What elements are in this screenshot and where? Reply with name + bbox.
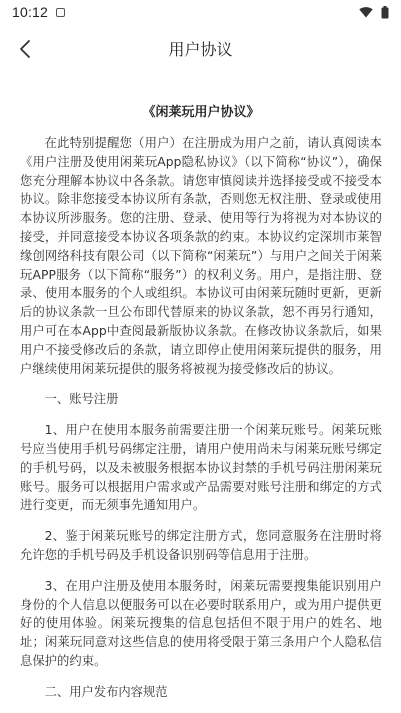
section-heading-content: 二、用户发布内容规范	[44, 684, 168, 699]
document-title: 《闲莱玩用户协议》	[142, 105, 260, 120]
status-icons	[359, 6, 389, 19]
back-button[interactable]	[10, 34, 40, 64]
status-bar	[0, 0, 401, 24]
navigation-bar	[0, 24, 401, 72]
intro-paragraph: 在此特别提醒您（用户）在注册成为用户之前，请认真阅读本《用户注册及使用闲莱玩App隐私协议》（以下简称“协议”），确保您充分理解本协议中各条款。请您审慎阅读并选择接受或不接受本协议。除非您接受本协议所有条款，否则您无权注册、登录或使用本协议所涉服务。您的注册、登录、使用等行为将视为对本协议的接受，并同意接受本协议各项条款的约束。本协议约定深圳市莱智缘创网络科技有限公司（以下简称“闲莱玩”）与用户之间关于闲莱玩APP服务（以下简称“服务”）的权利义务。用户，是指注册、登录、使用本服务的个人或组织。本协议可由闲莱玩随时更新，更新后的协议条款一旦公布即代替原来的协议条款，恕不再另行通知，用户可在本App中查阅最新版协议条款。在修改协议条款后，如果用户不接受修改后的条款，请立即停止使用闲莱玩提供的服务，用户继续使用闲莱玩提供的服务将被视为接受修改后的协议。	[20, 136, 382, 376]
battery-icon	[381, 6, 389, 19]
agreement-content[interactable]	[0, 94, 401, 713]
clause-paragraph: 3、在用户注册及使用本服务时，闲莱玩需要搜集能识别用户身份的个人信息以便服务可以在必要时联系用户，或为用户提供更好的使用体验。闲莱玩搜集的信息包括但不限于用户的姓名、地址；闲莱玩同意对这些信息的使用将受限于第三条用户个人隐私信息保护的约束。	[20, 578, 382, 668]
chevron-left-icon	[18, 39, 32, 59]
clause-paragraph: 1、用户在使用本服务前需要注册一个闲莱玩账号。闲莱玩账号应当使用手机号码绑定注册，请用户使用尚未与闲莱玩账号绑定的手机号码，以及未被服务根据本协议封禁的手机号码注册闲莱玩账号。服务可以根据用户需求或产品需要对账号注册和绑定的方式进行变更，而无须事先通知用户。	[20, 423, 382, 513]
status-time: 10:12	[12, 4, 49, 20]
section-heading-account: 一、账号注册	[44, 392, 119, 407]
page-title: 用户协议	[168, 39, 233, 59]
clause-paragraph: 2、鉴于闲莱玩账号的绑定注册方式，您同意服务在注册时将允许您的手机号码及手机设备识别码等信息用于注册。	[20, 529, 382, 562]
notification-icon	[56, 8, 65, 17]
wifi-icon	[359, 6, 373, 18]
